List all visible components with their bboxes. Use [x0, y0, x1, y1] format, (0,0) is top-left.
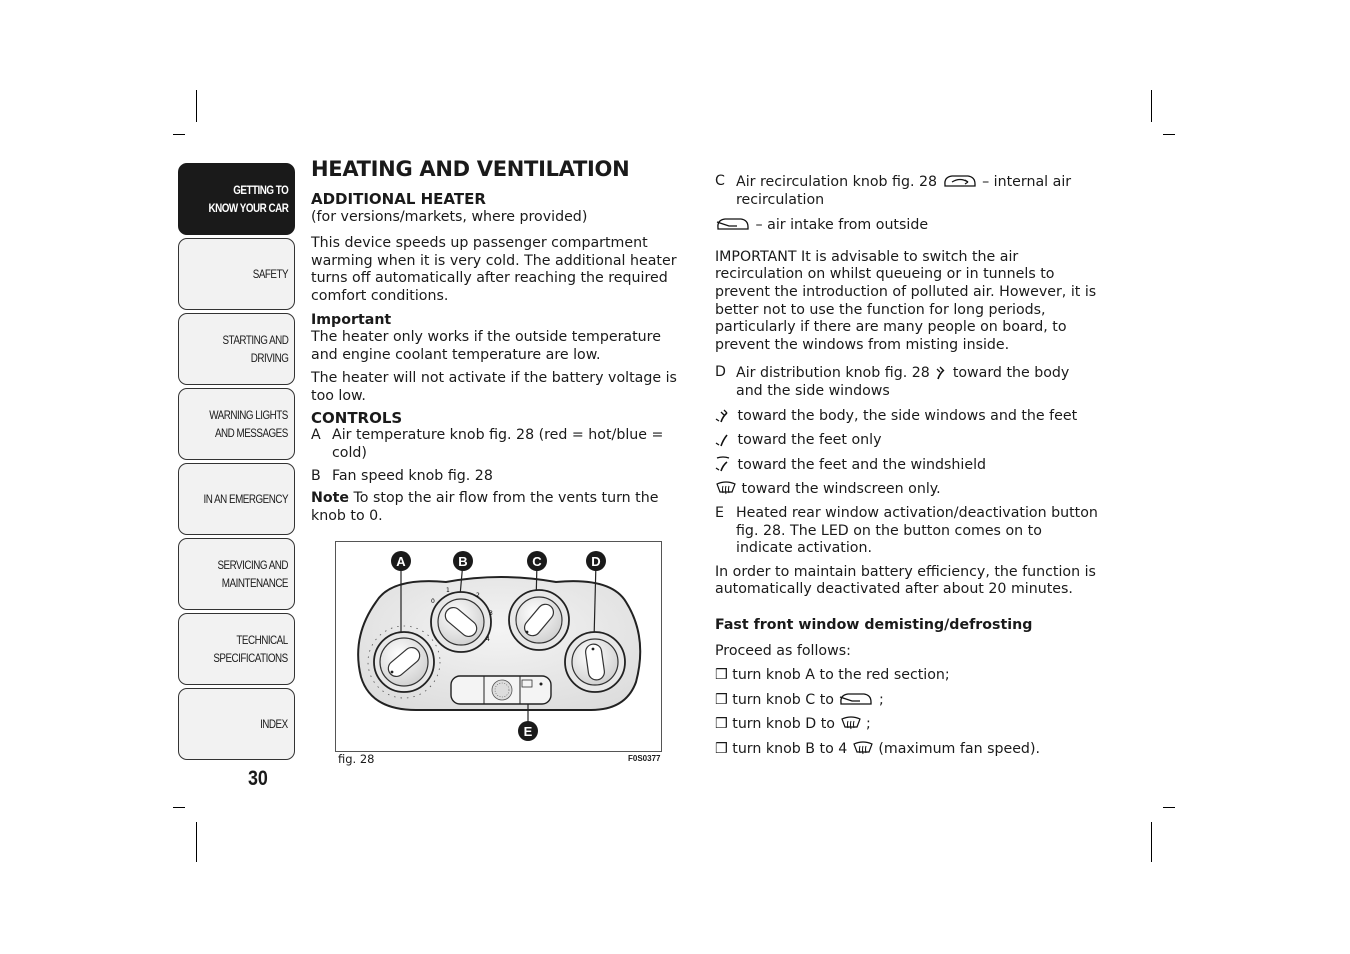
step-text: ;: [878, 691, 884, 708]
button-strip: [451, 676, 551, 704]
item-key: A: [311, 427, 321, 444]
item-text: Fan speed knob fig. 28: [332, 468, 493, 485]
callout-label: C: [532, 554, 542, 569]
callout-d: [586, 551, 606, 571]
distribution-text: toward the windscreen only.: [741, 481, 941, 498]
item-d-text: toward the body and the side windows: [736, 365, 1070, 399]
tab-safety[interactable]: SAFETY: [178, 238, 295, 310]
important-text: The heater only works if the outside temperature and engine coolant temperature are low.: [311, 329, 661, 363]
note-text: To stop the air flow from the vents turn the knob to 0.: [311, 489, 659, 524]
subtitle-note: (for versions/markets, where provided): [311, 208, 588, 225]
checkbox-icon: ❒: [715, 667, 728, 684]
page-title: HEATING AND VENTILATION: [311, 157, 630, 181]
tab-starting-and-driving[interactable]: STARTING AND DRIVING: [178, 313, 295, 385]
fan-scale-label: 0: [431, 598, 435, 605]
step-text: turn knob B to 4: [732, 740, 848, 757]
crop-mark: [196, 822, 197, 862]
fan-scale-label: 1: [446, 587, 450, 594]
item-key: C: [715, 173, 725, 189]
step-item: [715, 691, 1100, 710]
figure-code: F0S0377: [628, 754, 661, 763]
crop-mark: [1151, 90, 1152, 122]
airflow-feet-windshield-icon: [715, 456, 733, 472]
item-text: [736, 173, 1100, 209]
fan-scale-label: 2: [476, 592, 480, 599]
important-heading: Important: [311, 311, 392, 328]
distribution-line: [715, 431, 1100, 450]
outside-air-line: [715, 216, 1100, 235]
step-text: (maximum fan speed).: [878, 740, 1040, 757]
step-text: ;: [866, 716, 871, 733]
outside-air-text: – air intake from outside: [755, 217, 929, 234]
step-text: turn knob D to: [732, 716, 835, 733]
tab-warning-lights[interactable]: WARNING LIGHTS AND MESSAGES: [178, 388, 295, 460]
outside-air-icon: [838, 691, 874, 707]
tab-technical-specifications[interactable]: TECHNICAL SPECIFICATIONS: [178, 613, 295, 685]
step-text: turn knob C to: [732, 691, 834, 708]
item-c-text: Air recirculation knob fig. 28: [736, 174, 938, 190]
fan-scale-label: 4: [486, 636, 490, 643]
important-paragraph: IMPORTANT It is advisable to switch the air recirculation on whilst queueing or in tunnels to prevent the introduction of polluted air. However, it is better not to use the function for long periods, particularly if there are many people on board, to prevent the windows from misting inside.: [715, 248, 1097, 353]
windscreen-defrost-icon: [840, 715, 862, 731]
crop-mark: [173, 807, 185, 808]
item-key: B: [311, 468, 321, 485]
left-column: [311, 191, 681, 525]
figure-28: [335, 541, 662, 752]
distribution-line: [715, 480, 1100, 499]
distribution-line: [715, 456, 1100, 475]
item-text: Heated rear window activation/deactivation button fig. 28. The LED on the button comes on to indicate activation.: [736, 504, 1098, 557]
checkbox-icon: ❒: [715, 691, 728, 708]
item-text: Air temperature knob fig. 28 (red = hot/blue = cold): [332, 427, 664, 461]
checkbox-icon: ❒: [715, 740, 728, 757]
callout-a: [391, 551, 411, 571]
callout-e: [518, 721, 538, 741]
callout-c: [527, 551, 547, 571]
figure-caption: fig. 28: [338, 752, 375, 766]
step-text: turn knob A to the red section;: [732, 667, 950, 684]
windscreen-defrost-icon: [852, 740, 874, 756]
knob-c: [509, 590, 569, 650]
list-item: [715, 364, 1100, 400]
outside-air-icon: [715, 216, 751, 232]
tab-servicing[interactable]: SERVICING AND MAINTENANCE: [178, 538, 295, 610]
item-key: E: [715, 504, 724, 521]
item-d-text: Air distribution knob fig. 28: [736, 365, 930, 382]
step-item: [715, 740, 1100, 759]
step-item: [715, 667, 1100, 685]
recirculation-icon: [942, 173, 978, 189]
distribution-text: toward the feet and the windshield: [737, 456, 987, 473]
checkbox-icon: ❒: [715, 716, 728, 733]
efficiency-paragraph: In order to maintain battery efficiency, the function is automatically deactivated after about 20 minutes.: [715, 563, 1096, 598]
crop-mark: [1163, 807, 1175, 808]
callout-label: A: [396, 554, 406, 569]
list-item: [715, 173, 1100, 209]
knob-d: [565, 632, 625, 692]
callout-b: [453, 551, 473, 571]
callout-label: D: [591, 554, 601, 569]
airflow-feet-icon: [715, 431, 733, 447]
step-item: [715, 715, 1100, 734]
page-number: 30: [248, 767, 268, 790]
tab-index[interactable]: INDEX: [178, 688, 295, 760]
callout-label: B: [458, 554, 468, 569]
distribution-text: toward the body, the side windows and the feet: [737, 407, 1078, 424]
fan-scale-label: 3: [489, 610, 493, 617]
item-text: [736, 364, 1100, 400]
intro-paragraph: This device speeds up passenger compartment warming when it is very cold. The additional heater turns off automatically after reaching the required comfort conditions.: [311, 235, 677, 304]
callout-label: E: [523, 724, 533, 739]
crop-mark: [1151, 822, 1152, 862]
battery-text: The heater will not activate if the battery voltage is too low.: [311, 370, 677, 404]
control-panel-illustration: [336, 542, 661, 751]
tab-in-an-emergency[interactable]: IN AN EMERGENCY: [178, 463, 295, 535]
right-column: [715, 173, 1100, 758]
windscreen-defrost-icon: [715, 480, 737, 496]
list-item: [311, 427, 681, 462]
proceed-text: Proceed as follows:: [715, 643, 851, 660]
airflow-body-feet-icon: [715, 407, 733, 423]
tab-getting-to-know-your-car[interactable]: GETTING TO KNOW YOUR CAR: [178, 163, 295, 235]
crop-mark: [173, 134, 185, 135]
note-paragraph: [311, 490, 681, 525]
note-label: Note: [311, 489, 350, 506]
distribution-line: [715, 407, 1100, 426]
item-c-text: – internal air recirculation: [736, 174, 1072, 208]
airflow-body-icon: [934, 364, 948, 380]
list-item: [311, 468, 681, 486]
crop-mark: [196, 90, 197, 122]
demist-heading: Fast front window demisting/defrosting: [715, 616, 1033, 633]
list-item: [715, 505, 1100, 558]
item-key: D: [715, 364, 726, 381]
section-heading-controls: CONTROLS: [311, 408, 403, 427]
distribution-text: toward the feet only: [737, 432, 882, 449]
section-heading-additional-heater: ADDITIONAL HEATER: [311, 190, 486, 208]
crop-mark: [1163, 134, 1175, 135]
